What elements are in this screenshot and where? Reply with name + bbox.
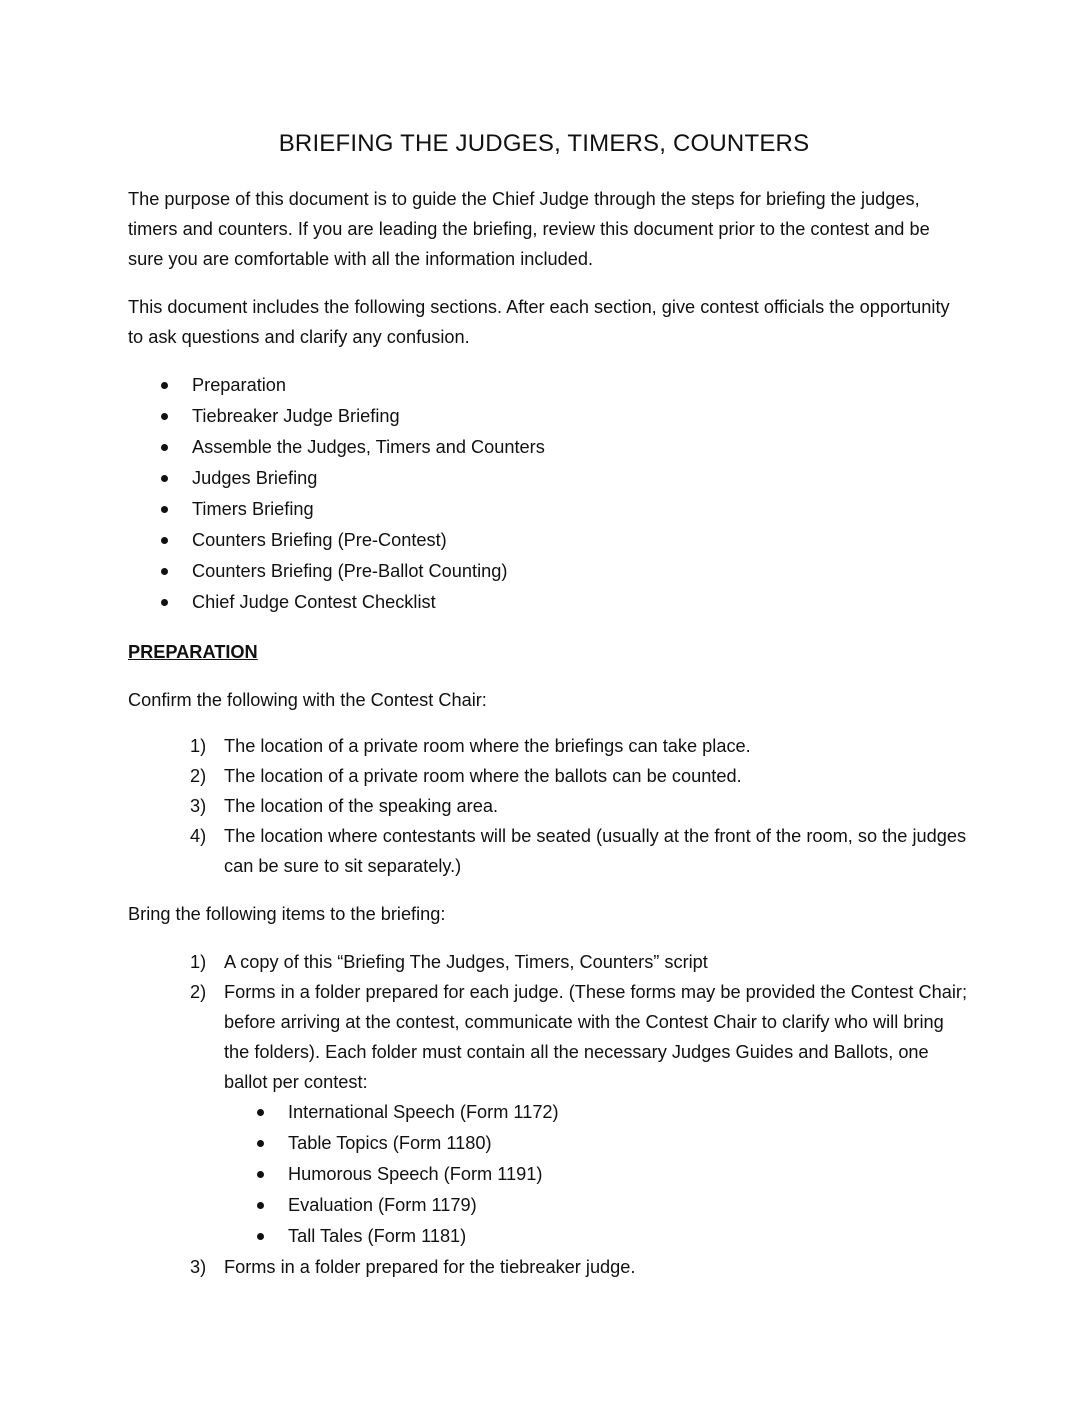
bullet-icon [161, 568, 168, 575]
item-text: The location of a private room where the ballots can be counted. [224, 766, 742, 786]
item-number: 2) [190, 982, 207, 1002]
preparation-heading: PREPARATION [128, 642, 258, 662]
section-label: Tiebreaker Judge Briefing [192, 406, 400, 426]
list-item [224, 1097, 970, 1128]
bullet-icon [161, 599, 168, 606]
bullet-icon [257, 1171, 264, 1178]
list-item [190, 821, 970, 881]
document-title: BRIEFING THE JUDGES, TIMERS, COUNTERS [278, 130, 810, 157]
confirm-list [190, 731, 970, 881]
form-label: Humorous Speech (Form 1191) [288, 1164, 543, 1184]
item-number: 3) [190, 1257, 207, 1277]
bullet-icon [161, 475, 168, 482]
bullet-icon [257, 1140, 264, 1147]
list-item [128, 525, 545, 556]
list-item [128, 370, 545, 401]
bring-intro: Bring the following items to the briefing: [128, 904, 446, 924]
section-label: Timers Briefing [192, 499, 314, 519]
item-text: The location of the speaking area. [224, 796, 499, 816]
section-label: Chief Judge Contest Checklist [192, 592, 436, 612]
item-text: The location where contestants will be seated (usually at the front of the room, so the judges can be sure to sit separately.) [224, 826, 967, 876]
item-number: 2) [190, 766, 207, 786]
intro-paragraph: The purpose of this document is to guide the Chief Judge through the steps for briefing the judges, timers and counters. If you are leading the briefing, review this document prior to the contest and be sure you are comfortable with all the information included. [128, 189, 930, 269]
section-label: Counters Briefing (Pre-Contest) [192, 530, 447, 550]
item-text: Forms in a folder prepared for each judge. (These forms may be provided the Contest Chair; before arriving at the contest, communicate with the Contest Chair to clarify who will bring the folders). Each folder must contain all the necessary Judges Guides and Ballots, one ballot per contest: [224, 982, 968, 1092]
section-label: Counters Briefing (Pre-Ballot Counting) [192, 561, 508, 581]
bullet-icon [257, 1109, 264, 1116]
item-number: 1) [190, 736, 207, 756]
form-label: International Speech (Form 1172) [288, 1102, 559, 1122]
section-label: Assemble the Judges, Timers and Counters [192, 437, 545, 457]
bullet-icon [161, 537, 168, 544]
form-label: Tall Tales (Form 1181) [288, 1226, 467, 1246]
list-item [128, 587, 545, 618]
list-item [128, 556, 545, 587]
list-item [190, 977, 970, 1252]
forms-list [224, 1097, 970, 1252]
list-item [190, 731, 970, 761]
item-number: 3) [190, 796, 207, 816]
bullet-icon [257, 1202, 264, 1209]
bullet-icon [257, 1233, 264, 1240]
item-text: The location of a private room where the briefings can take place. [224, 736, 751, 756]
list-item [224, 1221, 970, 1252]
list-item [190, 791, 970, 821]
list-item [190, 1252, 970, 1282]
list-item [190, 947, 970, 977]
section-label: Preparation [192, 375, 287, 395]
bring-list [190, 947, 970, 1282]
bullet-icon [161, 506, 168, 513]
section-label: Judges Briefing [192, 468, 318, 488]
item-number: 1) [190, 952, 207, 972]
list-item [190, 761, 970, 791]
item-text: A copy of this “Briefing The Judges, Timers, Counters” script [224, 952, 708, 972]
list-item [128, 401, 545, 432]
list-item [128, 463, 545, 494]
confirm-intro: Confirm the following with the Contest Chair: [128, 690, 487, 710]
bullet-icon [161, 444, 168, 451]
list-item [224, 1159, 970, 1190]
bullet-icon [161, 382, 168, 389]
list-item [128, 432, 545, 463]
form-label: Table Topics (Form 1180) [288, 1133, 492, 1153]
list-item [224, 1128, 970, 1159]
sections-list [128, 370, 545, 618]
item-number: 4) [190, 826, 207, 846]
bullet-icon [161, 413, 168, 420]
list-item [128, 494, 545, 525]
item-text: Forms in a folder prepared for the tiebreaker judge. [224, 1257, 636, 1277]
list-item [224, 1190, 970, 1221]
sections-intro-paragraph: This document includes the following sections. After each section, give contest officials the opportunity to ask questions and clarify any confusion. [128, 297, 950, 347]
form-label: Evaluation (Form 1179) [288, 1195, 477, 1215]
